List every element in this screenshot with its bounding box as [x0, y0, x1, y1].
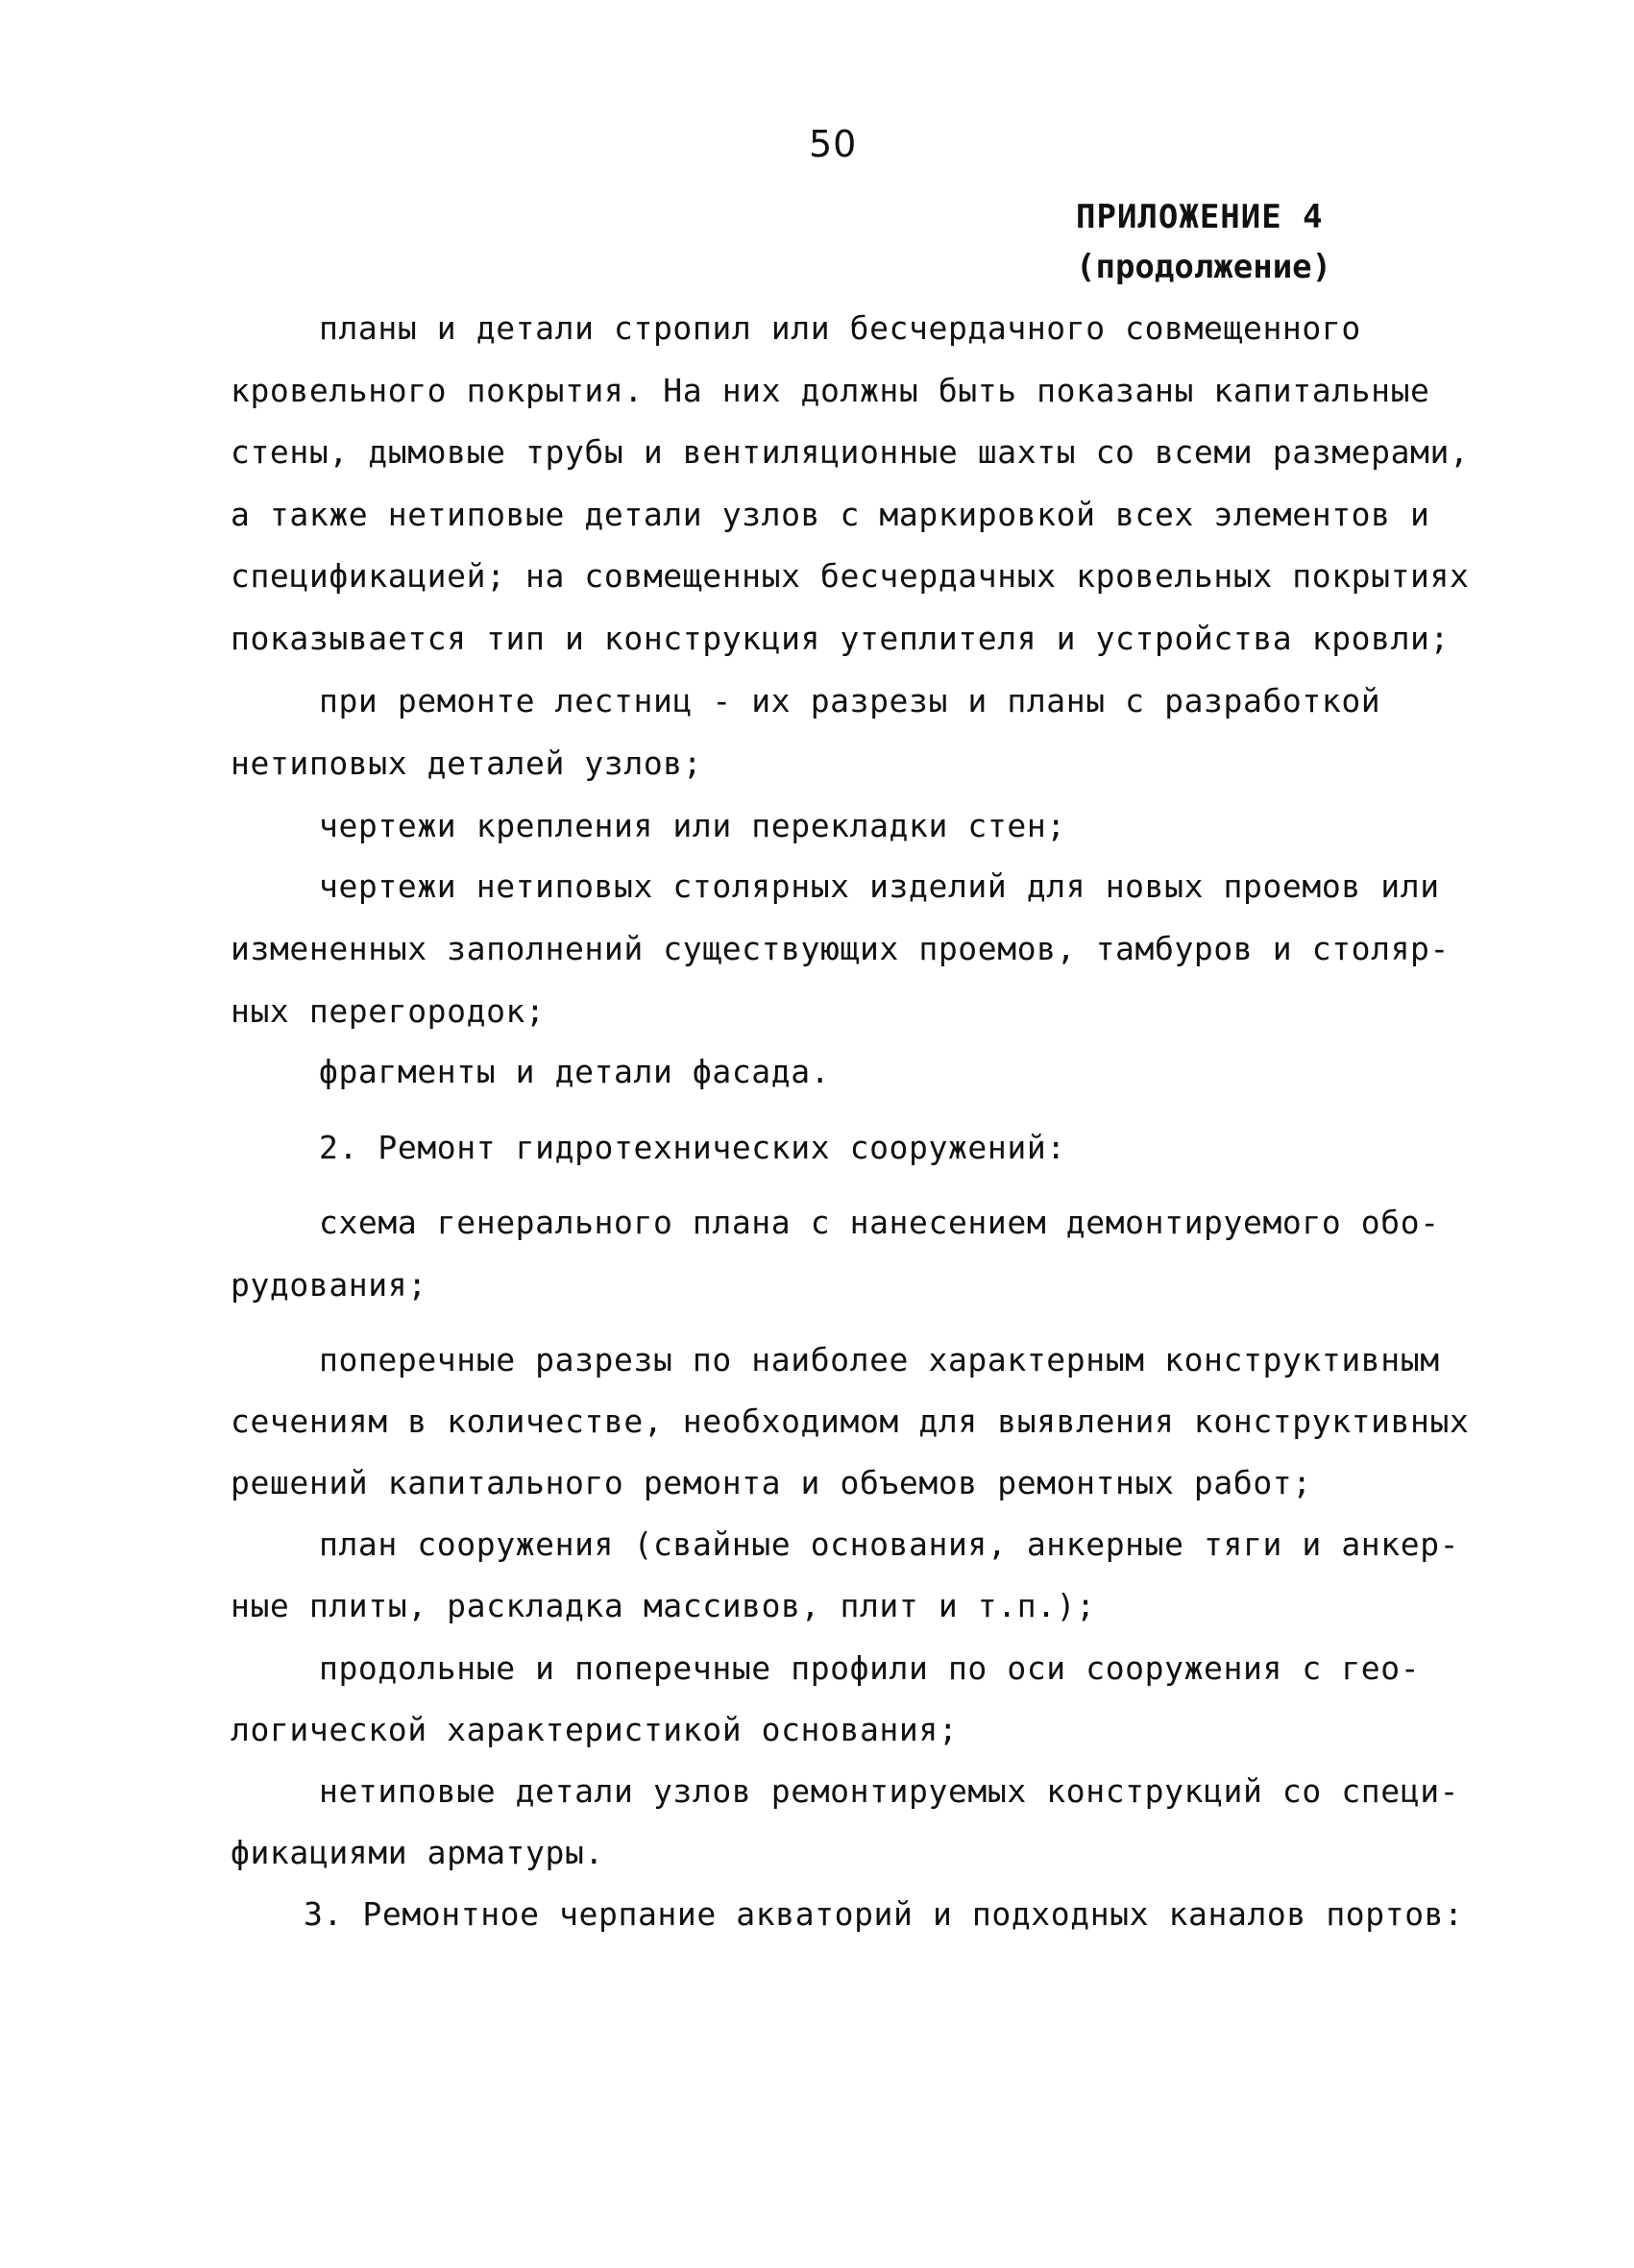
text-line: а также нетиповые детали узлов с маркировкой всех элементов и — [231, 496, 1430, 533]
text-line: нетиповые детали узлов ремонтируемых конструкций со специ- — [319, 1772, 1460, 1810]
text-line: при ремонте лестниц - их разрезы и планы с разработкой — [319, 682, 1381, 719]
text-line: фрагменты и детали фасада. — [319, 1053, 831, 1090]
text-line: планы и детали стропил или бесчердачного совмещенного — [319, 309, 1361, 347]
text-line: план сооружения (свайные основания, анкерные тяги и анкер- — [319, 1525, 1460, 1563]
text-line: чертежи крепления или перекладки стен; — [319, 807, 1066, 844]
appendix-heading — [1076, 192, 1331, 292]
text-line: стены, дымовые трубы и вентиляционные шахты со всеми размерами, — [231, 433, 1470, 471]
text-line: рудования; — [231, 1266, 427, 1304]
text-line: фикациями арматуры. — [231, 1834, 604, 1871]
text-line: спецификацией; на совмещенных бесчердачных кровельных покрытиях — [231, 557, 1470, 595]
section-heading: 3. Ремонтное черпание акваторий и подходных каналов портов: — [304, 1895, 1464, 1933]
appendix-subtitle: (продолжение) — [1076, 248, 1332, 286]
text-line: сечениям в количестве, необходимом для выявления конструктивных — [231, 1402, 1470, 1440]
text-line: ных перегородок; — [231, 992, 546, 1030]
section-heading: 2. Ремонт гидротехнических сооружений: — [319, 1129, 1066, 1166]
appendix-title: ПРИЛОЖЕНИЕ 4 — [1076, 198, 1324, 236]
text-line: чертежи нетиповых столярных изделий для новых проемов или — [319, 867, 1440, 905]
page-number: 50 — [809, 123, 858, 165]
text-line: нетиповых деталей узлов; — [231, 744, 703, 782]
text-line: логической характеристикой основания; — [231, 1711, 959, 1748]
text-line: схема генерального плана с нанесением демонтируемого обо- — [319, 1204, 1440, 1241]
text-line: показывается тип и конструкция утеплителя и устройства кровли; — [231, 620, 1450, 657]
text-line: кровельного покрытия. На них должны быть показаны капитальные — [231, 372, 1430, 409]
text-line: продольные и поперечные профили по оси сооружения с гео- — [319, 1649, 1421, 1687]
text-line: ные плиты, раскладка массивов, плит и т.п.); — [231, 1587, 1096, 1624]
text-line: поперечные разрезы по наиболее характерным конструктивным — [319, 1341, 1440, 1378]
text-line: измененных заполнений существующих проемов, тамбуров и столяр- — [231, 930, 1450, 967]
text-line: решений капитального ремонта и объемов ремонтных работ; — [231, 1464, 1312, 1501]
